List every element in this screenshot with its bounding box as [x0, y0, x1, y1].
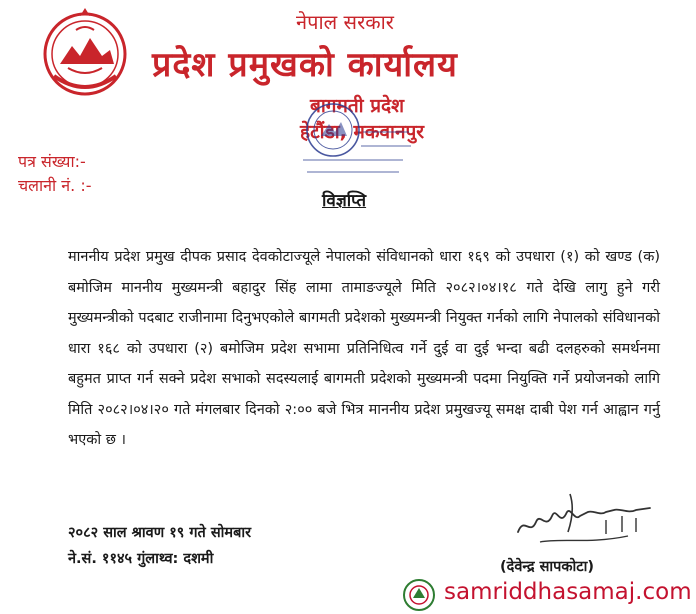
- dispatch-number-label: चलानी नं. :-: [18, 176, 92, 195]
- office-name: प्रदेश प्रमुखको कार्यालय: [152, 45, 458, 85]
- office-location: हेटौंडा, मकवानपुर: [300, 121, 425, 143]
- signatory-name: (देवेन्द्र सापकोटा): [500, 559, 594, 575]
- handwritten-signature: [510, 486, 660, 552]
- watermark-site-name: samriddhasamaj.com: [444, 579, 692, 605]
- office-stamp-icon: [283, 96, 418, 178]
- notice-title: विज्ञप्ति: [322, 191, 367, 211]
- province-name: बागमती प्रदेश: [310, 95, 405, 117]
- notice-body: माननीय प्रदेश प्रमुख दीपक प्रसाद देवकोटाज्यूले नेपालको संविधानको धारा १६९ को उपधारा (१) को खण्ड (क) बमोजिम माननीय मुख्यमन्त्री बहादुर सिंह लामा तामाङज्यूले मिति २०८२।०४।१८ गते देखि लागु हुने गरी मुख्यमन्त्रीको पदबाट राजीनामा दिनुभएकोले बागमती प्रदेशको मुख्यमन्त्री नियुक्त गर्नको लागि नेपालको संविधानको धारा १६८ को उपधारा (२) बमोजिम प्रदेश सभामा प्रतिनिधित्व गर्ने दुई वा दुई भन्दा बढी दलहरुको समर्थनमा बहुमत प्राप्त गर्न सक्ने प्रदेश सभाको सदस्यलाई बागमती प्रदेशको मुख्यमन्त्री पदमा नियुक्ति गर्ने प्रयोजनको लागि मिति २०८२।०४।२० गते मंगलबार दिनको २:०० बजे भित्र माननीय प्रदेश प्रमुखज्यू समक्ष दाबी पेश गर्न आह्वान गर्नु भएको छ ।: [68, 249, 660, 448]
- date-bikram-sambat: २०८२ साल श्रावण १९ गते सोमबार: [68, 525, 252, 541]
- letter-number-label: पत्र संख्या:-: [18, 152, 86, 171]
- nepal-emblem-icon: [40, 6, 130, 98]
- date-nepal-sambat: ने.सं. ११४५ गुंलाथ्व: दशमी: [68, 551, 214, 567]
- site-logo-icon: [401, 578, 437, 612]
- government-name: नेपाल सरकार: [296, 10, 394, 34]
